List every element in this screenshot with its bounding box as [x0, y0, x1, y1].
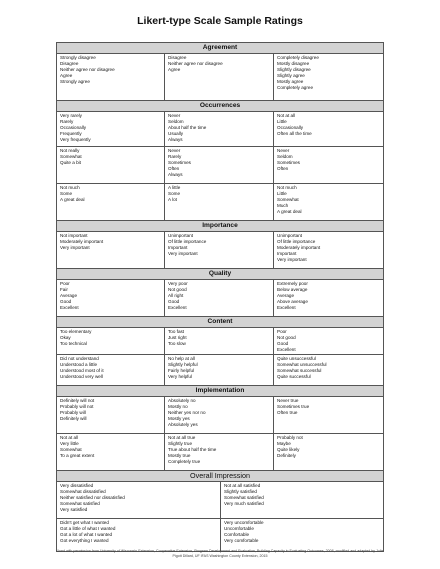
scale-option: Not much	[277, 185, 297, 190]
scale-cell	[56, 184, 164, 220]
scale-option: Got a little of what I wanted	[60, 526, 116, 532]
scale-option: Very frequently	[60, 137, 91, 143]
scale-option: Absolutely no	[168, 398, 196, 403]
scale-option: Occasionally	[60, 125, 87, 131]
scale-option: Quite likely	[277, 447, 300, 453]
scale-option: Got a lot of what I wanted	[60, 532, 113, 538]
scale-option: Not at all	[60, 435, 79, 440]
scale-option: Understood very well	[60, 374, 103, 380]
scale-cell	[56, 280, 164, 316]
section-heading: Implementation	[56, 386, 384, 397]
scale-option: Often	[168, 166, 180, 172]
scale-option: Not really	[60, 148, 80, 153]
scale-option: Mostly no	[168, 404, 188, 410]
scale-option: Never	[168, 113, 181, 118]
footnote: Used with permission from University of Wisconsin-Extension, Cooperative Extension, Program Development and Evaluation, Building Capacity in Evaluating Outcomes, 2008, modified and adapted by Julie Pigott Dillard, UF IFAS Washington County Extension, 2015	[56, 549, 384, 558]
scale-option: Not good	[277, 335, 296, 341]
scale-cell	[164, 184, 273, 220]
scale-cell	[56, 54, 164, 100]
section-heading: Quality	[56, 269, 384, 280]
scale-cell	[56, 519, 220, 551]
scale-option: A great deal	[60, 197, 85, 203]
scale-cell	[273, 434, 384, 470]
scale-option: Often true	[277, 410, 298, 416]
scale-option: Of little importance	[277, 239, 316, 245]
scale-option: Not important	[60, 233, 88, 238]
scale-cell	[273, 112, 384, 146]
scale-option: A great deal	[277, 209, 302, 215]
scale-option: Okay	[60, 335, 71, 341]
scale-cell	[273, 184, 384, 220]
scale-option: Neither agree nor disagree	[60, 67, 115, 73]
scale-option: Comfortable	[224, 532, 250, 538]
scale-option: Probably will not	[60, 404, 94, 410]
scale-option: Neither agree nor disagree	[168, 61, 223, 67]
scale-cell	[164, 147, 273, 183]
scale-option: Very much satisfied	[224, 501, 264, 507]
scale-option: Slightly disagree	[277, 67, 311, 73]
scale-option: Mostly agree	[277, 79, 304, 85]
scale-option: Too elementary	[60, 329, 92, 334]
scale-option: Good	[168, 299, 180, 305]
scale-cell	[164, 280, 273, 316]
scale-option: Uncomfortable	[224, 526, 254, 532]
scale-option: Excellent	[277, 305, 296, 311]
scale-option: Definitely will not	[60, 398, 95, 403]
scale-cell	[220, 519, 384, 551]
scale-option: Poor	[60, 281, 70, 286]
scale-option: Not at all true	[168, 435, 196, 440]
scale-option: Understood most of it	[60, 368, 104, 374]
scale-option: Sometimes	[277, 160, 300, 166]
scale-option: Very important	[277, 257, 307, 263]
scale-option: Didn't get what I wanted	[60, 520, 109, 525]
scale-option: Some	[168, 191, 181, 197]
scale-cell	[273, 397, 384, 433]
scale-option: Usually	[168, 131, 184, 137]
scale-option: Seldom	[168, 119, 184, 125]
scale-option: Good	[60, 299, 72, 305]
scale-option: Moderately important	[60, 239, 104, 245]
scale-option: Strongly agree	[60, 79, 90, 85]
scale-option: Somewhat unsuccessful	[277, 362, 327, 368]
scale-option: No help at all	[168, 356, 195, 361]
scale-option: Somewhat successful	[277, 368, 322, 374]
scale-option: All right	[168, 293, 184, 299]
scale-option: Unimportant	[168, 233, 194, 238]
scale-cell	[56, 355, 164, 385]
scale-option: Never	[168, 148, 181, 153]
scale-option: Very uncomfortable	[224, 520, 264, 525]
section-heading: Occurrences	[56, 101, 384, 112]
scale-option: Never true	[277, 398, 299, 403]
scale-row	[56, 280, 384, 317]
scale-option: Sometimes	[168, 160, 191, 166]
scale-option: Very satisfied	[60, 507, 88, 513]
scale-option: Excellent	[168, 305, 187, 311]
page-title: Likert-type Scale Sample Ratings	[137, 15, 303, 27]
scale-option: Moderately important	[277, 245, 321, 251]
scale-option: True about half the time	[168, 447, 217, 453]
scale-row	[56, 54, 384, 101]
scale-option: Poor	[277, 329, 287, 334]
scale-option: About half the time	[168, 125, 207, 131]
scale-option: Above average	[277, 299, 308, 305]
scale-option: Very little	[60, 441, 79, 447]
scale-option: Neither yes nor no	[168, 410, 206, 416]
scale-option: Sometimes true	[277, 404, 310, 410]
scale-option: Frequently	[60, 131, 82, 137]
scale-option: Slightly true	[168, 441, 193, 447]
scale-row	[56, 355, 384, 386]
scale-row	[56, 232, 384, 269]
scale-option: Excellent	[60, 305, 79, 311]
scale-option: Somewhat satisfied	[224, 495, 264, 501]
scale-option: Slightly helpful	[168, 362, 198, 368]
scale-option: To a great extent	[60, 453, 95, 459]
scale-cell	[273, 54, 384, 100]
scale-option: Too fast	[168, 329, 185, 334]
scale-row	[56, 482, 384, 519]
scale-option: Somewhat satisfied	[60, 501, 100, 507]
scale-option: Absolutely yes	[168, 422, 198, 428]
scale-cell	[164, 112, 273, 146]
scale-option: Neither satisfied nor dissatisfied	[60, 495, 125, 501]
scale-option: Average	[60, 293, 78, 299]
scale-option: Disagree	[168, 55, 187, 60]
scale-cell	[56, 232, 164, 268]
scale-option: Completely true	[168, 459, 201, 465]
scale-option: Definitely will	[60, 416, 87, 422]
scale-option: A lot	[168, 197, 177, 203]
ratings-table	[56, 42, 384, 552]
scale-cell	[273, 232, 384, 268]
scale-option: Somewhat	[60, 447, 82, 453]
scale-cell	[220, 482, 384, 518]
scale-cell	[56, 482, 220, 518]
scale-option: Somewhat	[277, 197, 299, 203]
scale-row	[56, 328, 384, 355]
scale-option: Very important	[168, 251, 198, 257]
scale-option: Never	[277, 148, 290, 153]
scale-option: Rarely	[168, 154, 182, 160]
scale-cell	[273, 280, 384, 316]
scale-option: Agree	[168, 67, 181, 73]
scale-option: Too technical	[60, 341, 87, 347]
scale-option: Somewhat dissatisfied	[60, 489, 106, 495]
scale-cell	[164, 54, 273, 100]
scale-option: Mostly true	[168, 453, 191, 459]
scale-option: Little	[277, 191, 287, 197]
scale-option: Very important	[60, 245, 90, 251]
scale-option: Good	[277, 341, 289, 347]
scale-option: Not at all satisfied	[224, 483, 261, 488]
scale-option: Occasionally	[277, 125, 304, 131]
scale-option: Important	[168, 245, 188, 251]
scale-option: Did not understand	[60, 356, 99, 361]
scale-option: Quite unsuccessful	[277, 356, 316, 361]
scale-option: Just right	[168, 335, 187, 341]
scale-option: Mostly disagree	[277, 61, 310, 67]
scale-option: Not good	[168, 287, 187, 293]
scale-option: Always	[168, 172, 183, 178]
scale-cell	[164, 355, 273, 385]
scale-option: Some	[60, 191, 73, 197]
scale-option: Often all the time	[277, 131, 312, 137]
scale-option: Much	[277, 203, 289, 209]
section-heading: Agreement	[56, 43, 384, 54]
scale-row	[56, 519, 384, 552]
scale-option: Quite successful	[277, 374, 311, 380]
scale-option: Average	[277, 293, 295, 299]
scale-option: Very helpful	[168, 374, 193, 380]
scale-option: Important	[277, 251, 297, 257]
scale-option: Not at all	[277, 113, 296, 118]
scale-cell	[56, 397, 164, 433]
scale-cell	[56, 112, 164, 146]
scale-option: Very comfortable	[224, 538, 259, 544]
scale-option: Seldom	[277, 154, 293, 160]
scale-cell	[56, 328, 164, 354]
scale-cell	[164, 232, 273, 268]
scale-cell	[273, 328, 384, 354]
scale-cell	[164, 328, 273, 354]
scale-option: Somewhat	[60, 154, 82, 160]
scale-option: Got everything I wanted	[60, 538, 109, 544]
scale-option: Extremely poor	[277, 281, 308, 286]
scale-option: Often	[277, 166, 289, 172]
scale-option: Too slow	[168, 341, 186, 347]
scale-row	[56, 434, 384, 471]
scale-option: Not much	[60, 185, 80, 190]
scale-option: Strongly disagree	[60, 55, 96, 60]
scale-cell	[56, 147, 164, 183]
section-heading: Importance	[56, 221, 384, 232]
scale-option: Disagree	[60, 61, 79, 67]
scale-cell	[164, 397, 273, 433]
scale-option: Very poor	[168, 281, 188, 286]
scale-option: Probably will	[60, 410, 86, 416]
scale-option: Completely disagree	[277, 55, 319, 60]
scale-option: Fairly helpful	[168, 368, 195, 374]
scale-cell	[164, 434, 273, 470]
scale-option: Slightly agree	[277, 73, 305, 79]
scale-option: Fair	[60, 287, 68, 293]
scale-option: Excellent	[277, 347, 296, 353]
scale-option: Definitely	[277, 453, 296, 459]
scale-cell	[273, 147, 384, 183]
scale-option: Rarely	[60, 119, 74, 125]
section-heading: Overall Impression	[56, 471, 384, 482]
scale-option: Quite a bit	[60, 160, 81, 166]
scale-option: Below average	[277, 287, 308, 293]
scale-option: Little	[277, 119, 287, 125]
scale-cell	[273, 355, 384, 385]
section-heading: Content	[56, 317, 384, 328]
scale-option: Always	[168, 137, 183, 143]
scale-row	[56, 184, 384, 221]
scale-row	[56, 397, 384, 434]
scale-option: A little	[168, 185, 181, 190]
scale-option: Understood a little	[60, 362, 98, 368]
scale-option: Completely agree	[277, 85, 314, 91]
scale-option: Very rarely	[60, 113, 82, 118]
scale-option: Probably not	[277, 435, 303, 440]
scale-cell	[56, 434, 164, 470]
scale-option: Agree	[60, 73, 73, 79]
scale-option: Mostly yes	[168, 416, 190, 422]
scale-row	[56, 112, 384, 147]
scale-option: Very dissatisfied	[60, 483, 94, 488]
scale-row	[56, 147, 384, 184]
scale-option: Slightly satisfied	[224, 489, 257, 495]
scale-option: Of little importance	[168, 239, 207, 245]
scale-option: Maybe	[277, 441, 291, 447]
scale-option: Unimportant	[277, 233, 303, 238]
